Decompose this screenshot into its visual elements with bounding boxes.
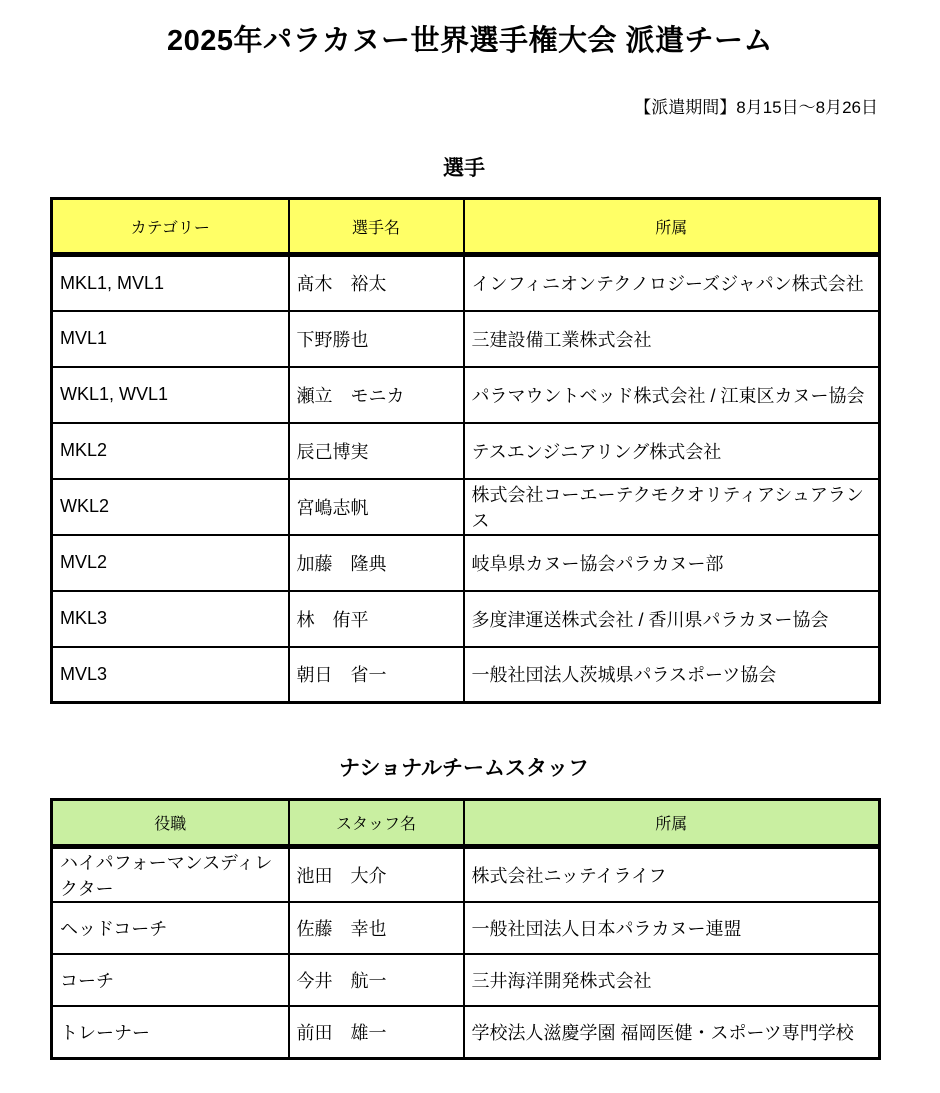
staff-col-affiliation: 所属 — [464, 800, 880, 847]
affiliation-cell: 三井海洋開発株式会社 — [464, 954, 880, 1006]
role-cell: トレーナー — [52, 1006, 289, 1058]
athlete-name-cell: 瀬立 モニカ — [289, 367, 464, 423]
affiliation-cell: テスエンジニアリング株式会社 — [464, 423, 880, 479]
athlete-name-cell: 宮嶋志帆 — [289, 479, 464, 535]
athlete-name-cell: 朝日 省一 — [289, 647, 464, 703]
athletes-header-row — [52, 199, 880, 255]
category-cell: MVL3 — [52, 647, 289, 703]
affiliation-cell: 株式会社コーエーテクモクオリティアシュアランス — [464, 479, 880, 535]
staff-name-cell: 前田 雄一 — [289, 1006, 464, 1058]
athlete-name-cell: 下野勝也 — [289, 311, 464, 367]
affiliation-cell: 一般社団法人茨城県パラスポーツ協会 — [464, 647, 880, 703]
category-cell: MVL2 — [52, 535, 289, 591]
category-cell: MKL1, MVL1 — [52, 255, 289, 311]
role-cell: ヘッドコーチ — [52, 902, 289, 954]
athletes-col-affiliation: 所属 — [464, 199, 880, 255]
affiliation-cell: 株式会社ニッテイライフ — [464, 847, 880, 903]
table-row — [52, 647, 880, 703]
staff-section-heading: ナショナルチームスタッフ — [338, 757, 590, 780]
table-row — [52, 311, 880, 367]
athletes-section-heading: 選手 — [443, 157, 485, 180]
table-row — [52, 255, 880, 311]
table-row — [52, 367, 880, 423]
table-row — [52, 423, 880, 479]
category-cell: MVL1 — [52, 311, 289, 367]
athletes-table — [50, 197, 881, 704]
staff-col-name: スタッフ名 — [289, 800, 464, 847]
athlete-name-cell: 加藤 隆典 — [289, 535, 464, 591]
staff-name-cell: 池田 大介 — [289, 847, 464, 903]
athlete-name-cell: 辰己博実 — [289, 423, 464, 479]
page-title: 2025年パラカヌー世界選手権大会 派遣チーム — [166, 25, 774, 57]
affiliation-cell: 多度津運送株式会社 / 香川県パラカヌー協会 — [464, 591, 880, 647]
athlete-name-cell: 林 侑平 — [289, 591, 464, 647]
affiliation-cell: 三建設備工業株式会社 — [464, 311, 880, 367]
category-cell: WKL2 — [52, 479, 289, 535]
staff-col-role: 役職 — [52, 800, 289, 847]
role-cell: コーチ — [52, 954, 289, 1006]
table-row — [52, 1006, 880, 1058]
affiliation-cell: 一般社団法人日本パラカヌー連盟 — [464, 902, 880, 954]
role-cell: ハイパフォーマンスディレクター — [52, 847, 289, 903]
category-cell: MKL3 — [52, 591, 289, 647]
athlete-name-cell: 髙木 裕太 — [289, 255, 464, 311]
athletes-col-category: カテゴリー — [52, 199, 289, 255]
athletes-col-name: 選手名 — [289, 199, 464, 255]
affiliation-cell: 岐阜県カヌー協会パラカヌー部 — [464, 535, 880, 591]
staff-name-cell: 今井 航一 — [289, 954, 464, 1006]
affiliation-cell: インフィニオンテクノロジーズジャパン株式会社 — [464, 255, 880, 311]
table-row — [52, 535, 880, 591]
table-row — [52, 847, 880, 903]
dispatch-period-label: 【派遣期間】8月15日～8月26日 — [634, 98, 878, 117]
staff-table — [50, 798, 881, 1060]
staff-name-cell: 佐藤 幸也 — [289, 902, 464, 954]
table-row — [52, 479, 880, 535]
affiliation-cell: 学校法人滋慶学園 福岡医健・スポーツ専門学校 — [464, 1006, 880, 1058]
category-cell: MKL2 — [52, 423, 289, 479]
table-row — [52, 954, 880, 1006]
staff-header-row — [52, 800, 880, 847]
category-cell: WKL1, WVL1 — [52, 367, 289, 423]
table-row — [52, 591, 880, 647]
table-row — [52, 902, 880, 954]
content-area — [50, 93, 878, 1060]
affiliation-cell: パラマウントベッド株式会社 / 江東区カヌー協会 — [464, 367, 880, 423]
